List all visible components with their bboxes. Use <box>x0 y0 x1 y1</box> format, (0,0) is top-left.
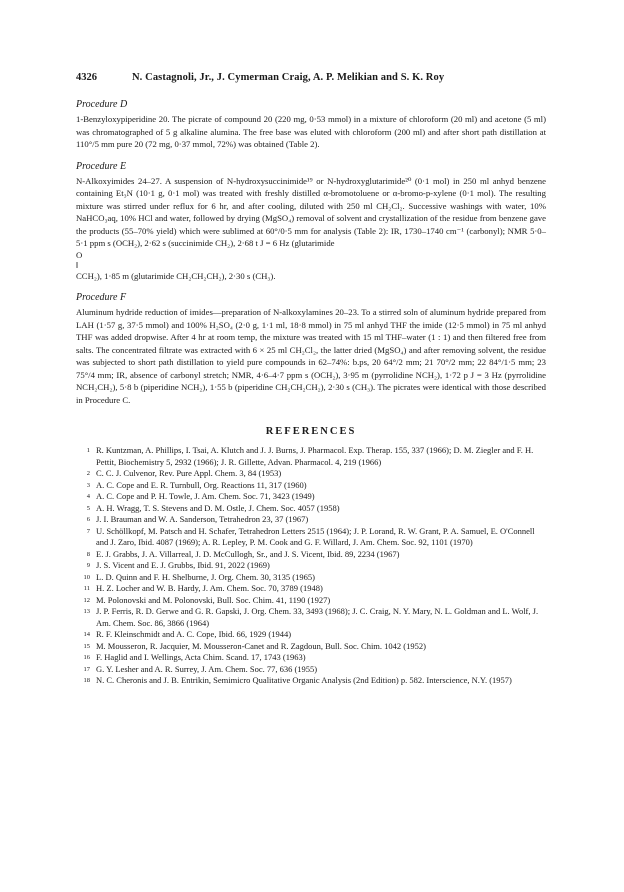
reference-text: F. Haglid and I. Wellings, Acta Chim. Scand. 17, 1743 (1963) <box>96 652 306 662</box>
reference-item <box>76 560 546 572</box>
reference-number: 1 <box>86 447 90 454</box>
reference-text: J. P. Ferris, R. D. Gerwe and G. R. Gapski, J. Org. Chem. 33, 3493 (1968); J. C. Craig, N. Y. Mary, N. L. Goldman and L. Wolf, J. Am. Chem. Soc. 86, 3866 (1964) <box>96 606 539 628</box>
reference-item <box>76 491 546 503</box>
reference-item <box>76 526 546 549</box>
reference-item <box>76 641 546 653</box>
reference-text: M. Polonovski and M. Polonovski, Bull. Soc. Chim. 41, 1190 (1927) <box>96 594 331 605</box>
procedure-e-text: N-Alkoxyimides 24–27. A suspension of N-hydroxysuccinimide¹⁹ or N-hydroxyglutarimide²⁰ (0·1 mol) in 250 ml anhyd benzene containing Et₃N (10·1 g, 0·1 mol) was treated with freshly distilled α-bromotoluene or α-bromo-p-xylene (0·1 mol). The resulting mixture was stirred under reflux for 6 hr, and after cooling, diluted with 250 ml CH₂Cl₂. Successive washings with water, 10% NaHCO₃aq, 10% HCl and water, followed by drying (MgSO₄) removal of solvent and crystallization of the residue from benzene gave the products (55–70% yield) which were sublimed at 60°/0·5 mm for analysis (Table 2): IR, 1730–1740 cm⁻¹ (carbonyl); NMR 5·0–5·1 ppm s (OCH₂), 2·62 s (succinimide CH₂), 2·68 t J = 6 Hz (glutarimide <box>76 175 546 248</box>
references-heading: REFERENCES <box>265 426 357 437</box>
reference-text: J. S. Vicent and E. J. Grubbs, Ibid. 91, 2022 (1969) <box>96 560 270 570</box>
reference-item <box>76 514 546 526</box>
reference-text: J. I. Brauman and W. A. Sanderson, Tetrahedron 23, 37 (1967) <box>96 514 309 524</box>
procedure-e-tail: CCH₂), 1·85 m (glutarimide CH₂CH₂CH₂), 2·30 s (CH₃). <box>76 270 276 281</box>
reference-number: 11 <box>83 585 90 592</box>
reference-text: U. Schöllkopf, M. Patsch and H. Schafer, Tetrahedron Letters 2515 (1964); J. P. Lorand, R. W. Grant, P. A. Samuel, E. O'Connell and J. Zaro, Ibid. 4087 (1969); A. R. Lepley, P. M. Cook and G. F. Willard, J. Am. Chem. Soc. 92, 1101 (1970) <box>96 525 535 547</box>
reference-number: 9 <box>86 562 90 569</box>
reference-text: H. Z. Locher and W. B. Hardy, J. Am. Chem. Soc. 70, 3789 (1948) <box>96 583 323 593</box>
procedure-f-text: Aluminum hydride reduction of imides—preparation of N-alkoxylamines 20–23. To a stirred soln of aluminum hydride prepared from LAH (1·57 g, 37·5 mmol) and 100% H₂SO₄ (2·0 g, 1·1 ml, 18·8 mmol) in 75 ml anhyd THF the imide (12·5 mmol) in 75 ml anhyd THF was added dropwise. After 4 hr at room temp, the mixture was treated with 15 ml THF–water (1 : 1) and then filtered free from salts. The concentrated filtrate was extracted with 6 × 25 ml CH₂Cl₂, the latter dried (MgSO₄) and after removing solvent, the residue was subjected to short path distillation to yield pure compounds in 62–74%: b.ps, 20 64°/2 mm; 21 70°/2 mm; 22 84°/1·5 mm; 23 75°/4 mm; IR, absence of carbonyl stretch; NMR, 4·6–4·7 ppm s (OCH₂), 3·95 m (pyrrolidine NCH₂), 1·72 p J = 3 Hz (pyrrolidine NCH₂CH₂), 5·8 b (piperidine NCH₂), 1·55 b (piperidine CH₂CH₂CH₂), 2·30 s (CH₃). The picrates were identical with those described in Procedure C. <box>76 307 546 405</box>
reference-number: 8 <box>86 550 90 558</box>
reference-text: C. C. J. Culvenor, Rev. Pure Appl. Chem. 3, 84 (1953) <box>96 468 282 478</box>
references-list <box>76 445 546 687</box>
document-page <box>76 72 546 687</box>
reference-number: 13 <box>83 608 90 615</box>
reference-text: G. Y. Lesher and A. R. Surrey, J. Am. Chem. Soc. 77, 636 (1955) <box>96 663 318 674</box>
carbonyl-o: O <box>76 249 83 260</box>
reference-number: 6 <box>86 516 90 523</box>
reference-number: 2 <box>86 470 90 477</box>
reference-item <box>76 629 546 641</box>
reference-item <box>76 675 546 687</box>
reference-text: A. C. Cope and E. R. Turnbull, Org. Reactions 11, 317 (1960) <box>96 479 307 490</box>
reference-item <box>76 549 546 561</box>
reference-number: 12 <box>83 596 90 604</box>
reference-number: 18 <box>83 677 90 684</box>
reference-number: 16 <box>83 654 90 661</box>
reference-text: L. D. Quinn and F. H. Shelburne, J. Org. Chem. 30, 3135 (1965) <box>96 571 315 582</box>
reference-item <box>76 572 546 584</box>
reference-text: A. C. Cope and P. H. Towle, J. Am. Chem. Soc. 71, 3423 (1949) <box>96 491 315 501</box>
reference-item <box>76 468 546 480</box>
reference-text: N. C. Cheronis and J. B. Entrikin, Semimicro Qualitative Organic Analysis (2nd Edition) p. 582. Interscience, N.Y. (1957) <box>96 675 512 685</box>
procedure-d-text: 1-Benzyloxypiperidine 20. The picrate of compound 20 (220 mg, 0·53 mmol) in a mixture of chloroform (20 ml) and acetone (5 ml) was chromatographed of 5 g alkaline alumina. The free base was eluted with chloroform (200 ml) and after short path distillation at 110°/5 mm pure 20 (72 mg, 0·37 mmol, 72%) was obtained (Table 2). <box>76 114 546 149</box>
page-number: 4326 <box>76 72 97 83</box>
reference-text: A. H. Wragg, T. S. Stevens and D. M. Ostle, J. Chem. Soc. 4057 (1958) <box>96 502 340 513</box>
reference-number: 10 <box>83 573 90 581</box>
reference-item <box>76 664 546 676</box>
reference-number: 5 <box>86 504 90 512</box>
reference-item <box>76 445 546 468</box>
reference-item <box>76 606 546 629</box>
carbonyl-bond: ‖ <box>76 259 79 270</box>
reference-item <box>76 652 546 664</box>
reference-item <box>76 595 546 607</box>
reference-text: R. Kuntzman, A. Phillips, I. Tsai, A. Klutch and J. J. Burns, J. Pharmacol. Exp. Therap. 155, 337 (1966); D. M. Ziegler and F. H. Pettit, Biochemistry 5, 2932 (1966); J. R. Gillette, Advan. Pharmacol. 4, 219 (1966) <box>96 445 534 467</box>
procedure-e-title: Procedure E <box>76 160 127 172</box>
reference-text: M. Mousseron, R. Jacquier, M. Mousseron-Canet and R. Zagdoun, Bull. Soc. Chim. 1042 (1952) <box>96 640 426 651</box>
reference-number: 3 <box>86 481 90 489</box>
reference-text: E. J. Grabbs, J. A. Villarreal, J. D. McCullogh, Sr., and J. S. Vicent, Ibid. 89, 2234 (1967) <box>96 548 400 559</box>
reference-number: 14 <box>83 631 90 638</box>
running-authors: N. Castagnoli, Jr., J. Cymerman Craig, A. P. Melikian and S. K. Roy <box>132 72 445 83</box>
procedure-f-title: Procedure F <box>76 292 127 303</box>
reference-item <box>76 503 546 515</box>
reference-item <box>76 583 546 595</box>
running-header <box>76 72 546 83</box>
reference-number: 4 <box>86 493 90 500</box>
reference-number: 7 <box>86 527 90 535</box>
reference-text: R. F. Kleinschmidt and A. C. Cope, Ibid. 66, 1929 (1944) <box>96 629 292 639</box>
reference-number: 15 <box>83 642 90 650</box>
procedure-d-title: Procedure D <box>76 99 128 110</box>
reference-number: 17 <box>83 665 90 673</box>
reference-item <box>76 480 546 492</box>
